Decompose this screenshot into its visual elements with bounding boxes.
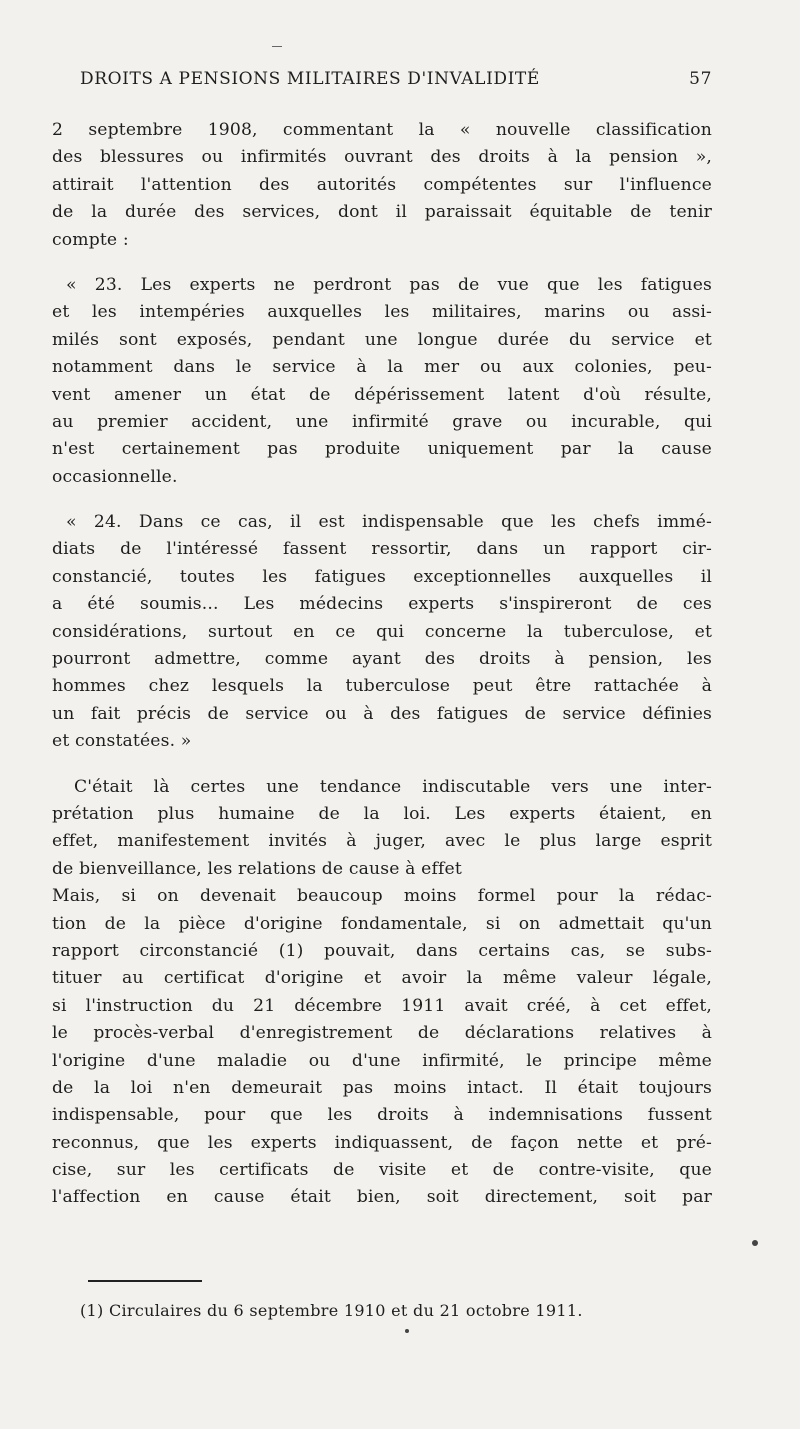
- text-line: compte :: [52, 229, 129, 250]
- text-line: des blessures ou infirmités ouvrant des droits à la pension »,: [52, 147, 712, 168]
- text-line: occasionnelle.: [52, 466, 178, 487]
- text-line: Mais, si on devenait beaucoup moins formel pour la rédac-: [52, 886, 712, 907]
- text-line: reconnus, que les experts indiquassent, de façon nette et pré-: [52, 1132, 712, 1153]
- text-line: « 24. Dans ce cas, il est indispensable que les chefs immé-: [66, 512, 712, 533]
- paragraph-3: [52, 509, 712, 756]
- text-line: l'origine d'une maladie ou d'une infirmité, le principe même: [52, 1050, 712, 1071]
- text-line: notamment dans le service à la mer ou aux colonies, peu-: [52, 357, 712, 378]
- text-line: de bienveillance, les relations de cause à effet: [52, 858, 462, 879]
- text-line: hommes chez lesquels la tuberculose peut être rattachée à: [52, 676, 712, 697]
- text-line: a été soumis... Les médecins experts s'inspireront de ces: [52, 594, 712, 615]
- text-line: « 23. Les experts ne perdront pas de vue que les fatigues: [66, 274, 712, 295]
- text-line: n'est certainement pas produite uniquement par la cause: [52, 439, 712, 460]
- text-line: constancié, toutes les fatigues exceptionnelles auxquelles il: [52, 566, 712, 587]
- text-line: et les intempéries auxquelles les militaires, marins ou assi-: [52, 302, 712, 323]
- text-line: effet, manifestement invités à juger, avec le plus large esprit: [52, 831, 712, 852]
- text-line: prétation plus humaine de la loi. Les experts étaient, en: [52, 803, 712, 824]
- text-line: tituer au certificat d'origine et avoir la même valeur légale,: [52, 968, 712, 989]
- text-line: considérations, surtout en ce qui concerne la tuberculose, et: [52, 621, 712, 642]
- page-number: 57: [689, 69, 712, 89]
- text-line: de la loi n'en demeurait pas moins intact. Il était toujours: [52, 1077, 712, 1098]
- text-line: vent amener un état de dépérissement latent d'où résulte,: [52, 384, 712, 405]
- footnote-rule: [88, 1280, 202, 1282]
- footnote: (1) Circulaires du 6 septembre 1910 et du 21 octobre 1911.: [80, 1301, 583, 1320]
- running-header: [80, 69, 712, 89]
- text-line: l'affection en cause était bien, soit directement, soit par: [52, 1187, 712, 1208]
- running-title: DROITS A PENSIONS MILITAIRES D'INVALIDITÉ: [80, 69, 540, 89]
- text-line: un fait précis de service ou à des fatigues de service définies: [52, 703, 712, 724]
- body-text: [52, 117, 712, 1212]
- paragraph-1: [52, 117, 712, 254]
- text-line: rapport circonstancié (1) pouvait, dans certains cas, se subs-: [52, 940, 712, 961]
- text-line: au premier accident, une infirmité grave ou incurable, qui: [52, 411, 712, 432]
- text-line: milés sont exposés, pendant une longue durée du service et: [52, 329, 712, 350]
- paragraph-4: [52, 774, 712, 1212]
- text-line: 2 septembre 1908, commentant la « nouvelle classification: [52, 120, 712, 140]
- paragraph-2: [52, 272, 712, 491]
- text-line: si l'instruction du 21 décembre 1911 avait créé, à cet effet,: [52, 995, 712, 1016]
- text-line: attirait l'attention des autorités compétentes sur l'influence: [52, 174, 712, 195]
- text-line: C'était là certes une tendance indiscutable vers une inter-: [74, 776, 712, 797]
- print-mark: [272, 46, 282, 47]
- text-line: le procès-verbal d'enregistrement de déclarations relatives à: [52, 1023, 712, 1044]
- ink-speck: [405, 1329, 409, 1333]
- text-line: de la durée des services, dont il paraissait équitable de tenir: [52, 202, 712, 223]
- text-line: cise, sur les certificats de visite et de contre-visite, que: [52, 1160, 712, 1181]
- text-line: indispensable, pour que les droits à indemnisations fussent: [52, 1105, 712, 1126]
- text-line: et constatées. »: [52, 731, 192, 752]
- ink-speck: [752, 1240, 758, 1246]
- text-line: pourront admettre, comme ayant des droits à pension, les: [52, 649, 712, 670]
- text-line: tion de la pièce d'origine fondamentale, si on admettait qu'un: [52, 913, 712, 934]
- text-line: diats de l'intéressé fassent ressortir, dans un rapport cir-: [52, 539, 712, 560]
